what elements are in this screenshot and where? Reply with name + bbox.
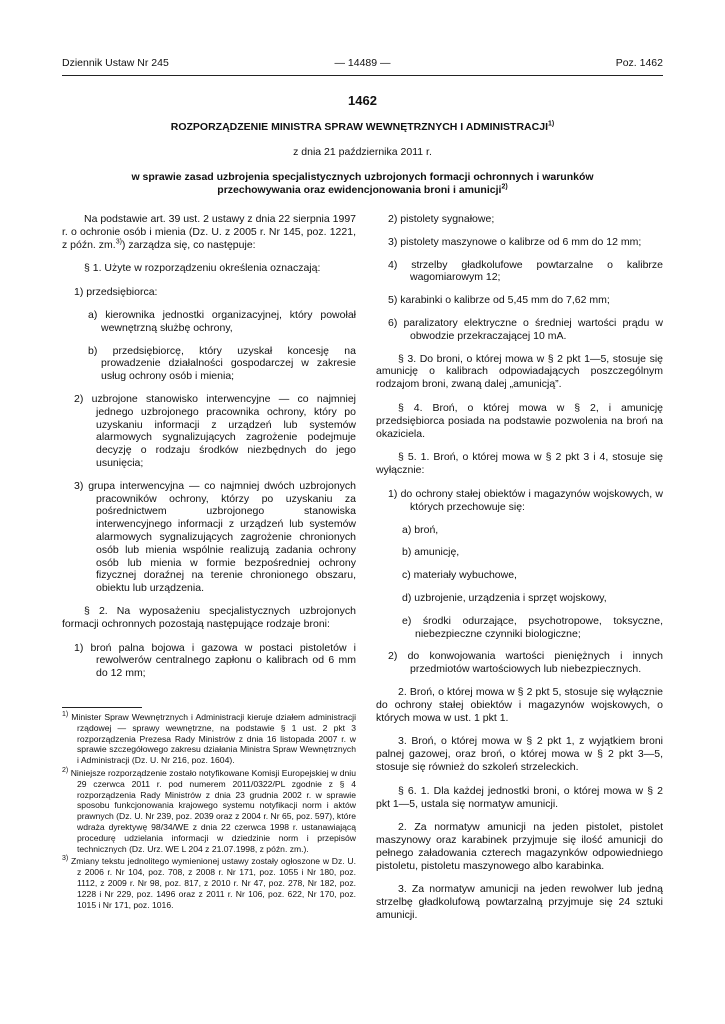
subject-footnote-ref: 2) xyxy=(501,183,508,191)
list-item xyxy=(402,569,663,582)
item-number: 1) xyxy=(74,641,84,654)
item-text: pistolety maszynowe o kalibrze od 6 mm do 12 mm; xyxy=(400,235,642,248)
list-item xyxy=(72,286,356,299)
item-number: 1) xyxy=(388,487,398,500)
paragraph-6: § 6. 1. Dla każdej jednostki broni, o której mowa w § 2 pkt 1—5, ustala się normatyw amunicji. xyxy=(376,784,663,810)
footnote-rule xyxy=(62,707,142,708)
item-position: Poz. 1462 xyxy=(615,57,663,69)
journal-name: Dziennik Ustaw Nr 245 xyxy=(62,57,169,69)
item-text: broń, xyxy=(414,523,439,536)
title-footnote-ref: 1) xyxy=(547,120,555,128)
item-number: 3) xyxy=(388,235,398,248)
item-text: materiały wybuchowe, xyxy=(413,569,517,582)
paragraph-3: § 3. Do broni, o której mowa w § 2 pkt 1—5, stosuje się amunicję o kalibrach odpowiadających poszczególnym rodzajom broni, zwaną dalej „amunicją”. xyxy=(376,352,663,391)
list-item xyxy=(402,615,663,641)
item-number: 1) xyxy=(74,286,84,299)
item-number: 4) xyxy=(388,258,398,271)
item-text: przedsiębiorca: xyxy=(86,286,158,299)
list-item xyxy=(402,592,663,605)
preamble-footnote-ref: 3) xyxy=(115,238,122,246)
item-text: strzelby gładkolufowe powtarzalne o kalibrze wagomiarowym 12; xyxy=(410,258,664,284)
preamble-text-b: ) zarządza się, co następuje: xyxy=(121,238,256,251)
footnote xyxy=(62,856,356,910)
paragraph-5-3: 3. Broń, o której mowa w § 2 pkt 1, z wyjątkiem broni palnej gazowej, oraz broń, o której mowa w § 2 pkt 3—5, stosuje się również do szkoleń strzeleckich. xyxy=(376,735,663,773)
footnote-text: Zmiany tekstu jednolitego wymienionej ustawy zostały ogłoszone w Dz. U. z 2006 r. Nr 104, poz. 708, z 2008 r. Nr 171, poz. 1055 i Nr 180, poz. 1112, z 2009 r. Nr 98, poz. 817, z 2010 r. Nr 47, poz. 278, Nr 182, poz. 1228 i Nr 229, poz. 1496 oraz z 2011 r. Nr 106, poz. 622, Nr 170, poz. 1015 i Nr 171, poz. 1016. xyxy=(70,856,357,910)
right-column xyxy=(376,213,663,933)
act-title-text: ROZPORZĄDZENIE MINISTRA SPRAW WEWNĘTRZNYCH I ADMINISTRACJI xyxy=(170,121,548,133)
list-item xyxy=(72,642,356,680)
footnote xyxy=(62,768,356,854)
item-text: paralizatory elektryczne o średniej wartości prądu w obwodzie przekraczającej 10 mA. xyxy=(403,316,663,342)
paragraph-5-2: 2. Broń, o której mowa w § 2 pkt 5, stosuje się wyłącznie do ochrony stałej obiektów i magazynów wojskowych, o których mowa w ust. 1 pkt 1. xyxy=(376,685,663,724)
header-rule xyxy=(62,75,663,76)
list-item xyxy=(88,309,356,335)
paragraph-6-3: 3. Za normatyw amunicji na jeden rewolwer lub jedną strzelbę gładkolufową powtarzalną przyjmuje się 24 sztuki amunicji. xyxy=(376,883,663,922)
item-text: uzbrojone stanowisko interwencyjne — co najmniej jednego uzbrojonego pracownika ochrony, który po uzyskaniu informacji z urządzeń lub systemów alarmowych sygnalizujących zagrożenie podejmuje decyzję o rodzaju środków niezbędnych do jego usunięcia; xyxy=(91,392,357,469)
item-number: a) xyxy=(88,308,98,321)
item-number: 2) xyxy=(74,392,84,405)
act-title xyxy=(62,121,663,133)
item-number: 2) xyxy=(388,650,398,663)
item-number: 5) xyxy=(388,294,398,307)
footnote-text: Niniejsze rozporządzenie zostało notyfikowane Komisji Europejskiej w dniu 29 czerwca 2011 r. pod numerem 2011/0322/PL zgodnie z § 4 rozporządzenia Rady Ministrów z dnia 23 grudnia 2002 r. w sprawie sposobu funkcjonowania krajowego systemu notyfikacji norm i aktów prawnych (Dz. U. Nr 239, poz. 2039 oraz z 2004 r. Nr 65, poz. 597), które wdraża dyrektywę 98/34/WE z dnia 22 czerwca 1998 r. ustanawiającą procedurę udzielania informacji w dziedzinie norm i przepisów technicznych (Dz. Urz. WE L 204 z 21.07.1998, z późn. zm.). xyxy=(70,767,356,854)
act-subject-text: w sprawie zasad uzbrojenia specjalistycznych uzbrojonych formacji ochronnych i warunków przechowywania oraz ewidencjonowania broni i amunicji xyxy=(131,171,594,196)
item-text: do konwojowania wartości pieniężnych i innych przedmiotów wartościowych lub niebezpiecznych. xyxy=(407,650,663,676)
item-text: środki odurzające, psychotropowe, toksyczne, niebezpieczne czynniki biologiczne; xyxy=(415,614,663,640)
list-item xyxy=(72,480,356,595)
preamble-text-a: Na podstawie art. 39 ust. 2 ustawy z dnia 22 sierpnia 1997 r. o ochronie osób i mienia (Dz. U. z 2005 r. Nr 145, poz. 1221, z późn. zm. xyxy=(62,213,356,251)
item-text: do ochrony stałej obiektów i magazynów wojskowych, w których przechowuje się: xyxy=(400,487,663,513)
footnote-number: 1) xyxy=(62,711,69,719)
item-text: grupa interwencyjna — co najmniej dwóch uzbrojonych pracowników ochrony, którzy po uzyskaniu za pośrednictwem uzbrojonego stanowiska interwencyjnego informacji z urządzeń lub systemów alarmowych sygnalizujących zagrożenie chronionych osób lub mienia wspólnie realizują zadania ochrony osób lub mienia w formie bezpośredniej ochrony fizycznej doraźnej na terenie chronionego obszaru, obiektu lub urządzenia. xyxy=(88,479,356,595)
footnotes xyxy=(62,712,356,912)
footnote-text: Minister Spraw Wewnętrznych i Administracji kieruje działem administracji rządowej — sprawy wewnętrzne, na podstawie § 1 ust. 2 pkt 3 rozporządzenia Prezesa Rady Ministrów z dnia 16 listopada 2007 r. w sprawie szczegółowego zakresu działania Ministra Spraw Wewnętrznych i Administracji (Dz. U. Nr 216, poz. 1604). xyxy=(71,712,357,766)
list-item xyxy=(386,236,663,249)
item-number: b) xyxy=(88,344,98,357)
list-item xyxy=(72,393,356,470)
item-number: 2) xyxy=(388,213,398,225)
list-item xyxy=(402,524,663,537)
paragraph-5: § 5. 1. Broń, o której mowa w § 2 pkt 3 i 4, stosuje się wyłącznie: xyxy=(376,451,663,477)
item-text: broń palna bojowa i gazowa w postaci pistoletów i rewolwerów centralnego zapłonu o kalibrach od 6 mm do 12 mm; xyxy=(90,641,357,680)
item-number: c) xyxy=(402,569,411,582)
item-number: 3) xyxy=(74,479,84,492)
act-number: 1462 xyxy=(348,93,377,108)
item-text: kierownika jednostki organizacyjnej, który powołał wewnętrzną służbę ochrony, xyxy=(101,308,356,334)
item-number: 6) xyxy=(388,316,398,329)
preamble xyxy=(62,213,356,251)
left-column xyxy=(62,213,356,690)
paragraph-4: § 4. Broń, o której mowa w § 2, i amunicję przedsiębiorca posiada na podstawie pozwolenia na broń na okaziciela. xyxy=(376,401,663,440)
paragraph-1: § 1. Użyte w rozporządzeniu określenia oznaczają: xyxy=(84,262,321,275)
running-header xyxy=(62,57,663,71)
item-text: uzbrojenie, urządzenia i sprzęt wojskowy, xyxy=(414,591,607,604)
list-item xyxy=(402,546,663,559)
act-date: z dnia 21 października 2011 r. xyxy=(293,146,432,158)
list-item xyxy=(386,317,663,343)
list-item xyxy=(386,259,663,285)
paragraph-2: § 2. Na wyposażeniu specjalistycznych uzbrojonych formacji ochronnych pozostają następujące rodzaje broni: xyxy=(62,604,356,630)
footnote xyxy=(62,712,356,766)
act-subject xyxy=(110,171,615,197)
paragraph-6-2: 2. Za normatyw amunicji na jeden pistolet, pistolet maszynowy oraz karabinek przyjmuje się ilość amunicji do pełnego załadowania czterech magazynków odpowiedniego pistoletu, pistoletu maszynowego albo karabinka. xyxy=(376,821,663,872)
list-item xyxy=(386,488,663,514)
list-item xyxy=(386,213,663,226)
item-number: a) xyxy=(402,523,412,536)
item-text: amunicję, xyxy=(414,546,460,559)
footnote-number: 3) xyxy=(62,855,69,863)
item-number: b) xyxy=(402,546,412,559)
item-text: przedsiębiorcę, który uzyskał koncesję na prowadzenie działalności gospodarczej w zakresie usług ochrony osób i mienia; xyxy=(101,344,356,383)
list-item xyxy=(386,650,663,676)
list-item xyxy=(88,345,356,383)
list-item xyxy=(386,294,663,307)
item-number: d) xyxy=(402,591,412,604)
footnote-number: 2) xyxy=(62,767,69,775)
page-number: — 14489 — xyxy=(334,57,391,69)
item-text: pistolety sygnałowe; xyxy=(400,213,495,225)
item-number: e) xyxy=(402,614,412,627)
item-text: karabinki o kalibrze od 5,45 mm do 7,62 mm; xyxy=(400,294,610,307)
